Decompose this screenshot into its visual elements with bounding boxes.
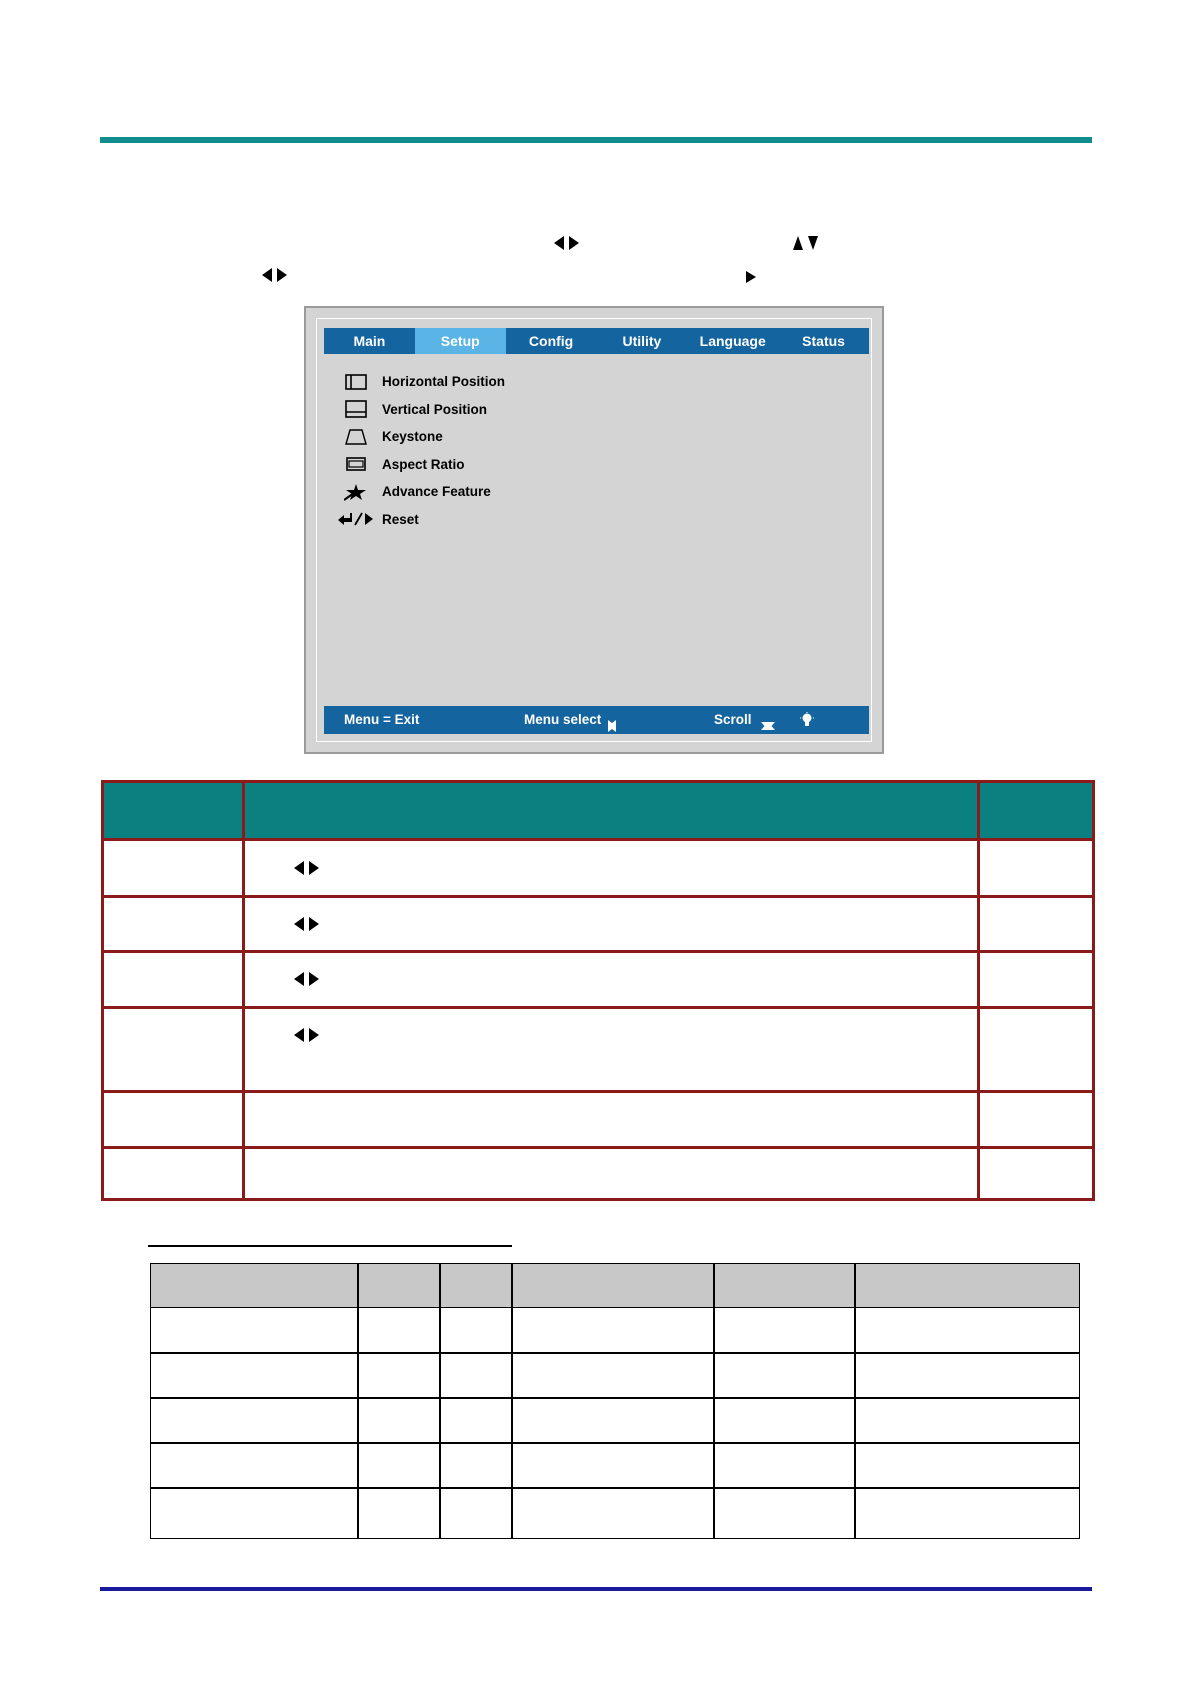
header-rule	[100, 137, 1092, 143]
osd-footer-scroll: Scroll	[714, 712, 752, 727]
osd-footer-menu-select: Menu select	[524, 712, 602, 727]
osd-tab-bar	[324, 328, 869, 354]
osd-item-label: Horizontal Position	[382, 374, 505, 390]
osd-item-aspect-ratio[interactable]	[336, 451, 505, 479]
osd-item-label: Advance Feature	[382, 484, 491, 500]
osd-item-label: Keystone	[382, 429, 443, 445]
osd-item-keystone[interactable]	[336, 423, 505, 451]
osd-tab-utility[interactable]: Utility	[622, 333, 662, 349]
osd-tab-main[interactable]: Main	[353, 333, 386, 349]
osd-tab-config[interactable]: Config	[528, 333, 574, 349]
aspect-ratio-table	[150, 1263, 1080, 1539]
aspect-ratio-icon	[336, 454, 376, 474]
osd-setup-menu	[304, 306, 884, 754]
table-header	[104, 783, 1092, 841]
footer-rule	[100, 1587, 1092, 1591]
osd-item-label: Aspect Ratio	[382, 456, 465, 472]
settings-table	[101, 780, 1095, 1201]
osd-tab-language[interactable]: Language	[699, 333, 766, 349]
vertical-position-icon	[336, 399, 376, 419]
section-heading-underline	[148, 1245, 512, 1247]
lightbulb-icon	[800, 712, 814, 731]
osd-item-label: Vertical Position	[382, 401, 488, 417]
osd-menu-list	[336, 368, 505, 533]
keystone-icon	[336, 427, 376, 447]
osd-item-horizontal-position[interactable]	[336, 368, 505, 396]
osd-tab-setup[interactable]: Setup	[415, 328, 506, 354]
right-arrow-icon	[746, 271, 756, 283]
left-right-arrows-icon	[294, 917, 319, 931]
osd-item-vertical-position[interactable]	[336, 396, 505, 424]
left-right-arrows-icon	[262, 268, 287, 282]
left-right-arrows-icon	[294, 861, 319, 875]
osd-item-reset[interactable]	[336, 506, 505, 534]
advance-feature-icon	[336, 482, 376, 502]
table-header	[151, 1264, 1079, 1308]
up-down-arrows-icon	[793, 236, 818, 250]
horizontal-position-icon	[336, 372, 376, 392]
osd-footer	[324, 706, 869, 734]
osd-tab-status[interactable]: Status	[802, 333, 845, 349]
osd-footer-exit: Menu = Exit	[344, 712, 420, 727]
osd-item-label: Reset	[382, 511, 419, 527]
left-right-arrows-icon	[554, 236, 579, 250]
left-right-arrows-icon	[294, 972, 319, 986]
reset-enter-icon	[336, 509, 376, 529]
left-right-arrows-icon	[294, 1028, 319, 1042]
osd-item-advance-feature[interactable]	[336, 478, 505, 506]
